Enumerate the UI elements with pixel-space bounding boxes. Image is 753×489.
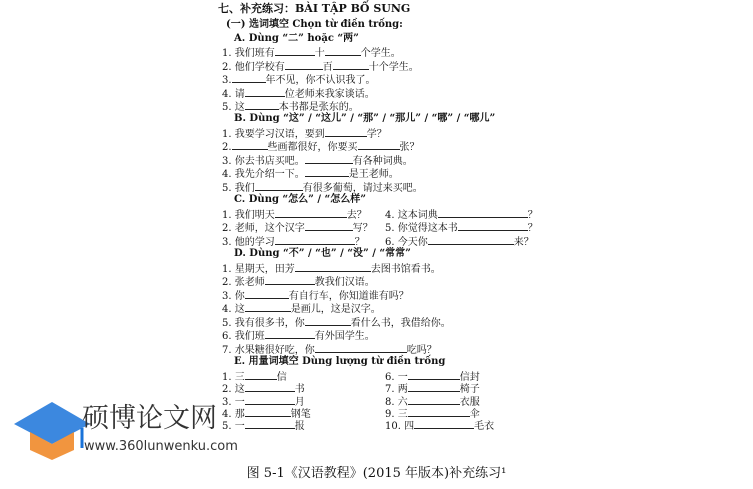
e-item-9: 9. 三 伞 <box>385 409 480 420</box>
heading-e: E. 用量词填空 Dùng lượng từ điền trống <box>234 356 446 367</box>
b-question-3: 3. 你去书店买吧。 有各种词典。 <box>222 156 413 167</box>
d-question-4: 4. 这 是画儿，这是汉字。 <box>222 304 381 315</box>
watermark-url: www.360lunwenku.com <box>84 439 238 454</box>
a-question-4: 4. 请 位老师来我家谈话。 <box>222 89 375 100</box>
section-title: 七、补充练习：BÀI TẬP BỔ SUNG <box>218 2 411 15</box>
d-question-3: 3. 你 有自行车，你知道谁有吗？ <box>222 291 409 302</box>
d-question-1: 1. 星期天，田芳 去图书馆看书。 <box>222 264 441 275</box>
e-item-4: 4. 那 钢笔 <box>222 409 311 420</box>
e-item-7: 7. 两 椅子 <box>385 384 480 395</box>
c-question-5: 5. 你觉得这本书 ？ <box>385 223 538 234</box>
cap-top-shape <box>14 402 90 444</box>
e-item-5: 5. 一 报 <box>222 421 305 432</box>
c-question-4: 4. 这本词典 ？ <box>385 210 538 221</box>
heading-a: A. Dùng “二” hoặc “两” <box>234 33 359 44</box>
e-item-8: 8. 六 衣服 <box>385 397 480 408</box>
d-question-6: 6. 我们班 有外国学生。 <box>222 331 375 342</box>
e-item-6: 6. 一 信封 <box>385 372 480 383</box>
heading-c: C. Dùng “怎么” / “怎么样” <box>234 194 367 205</box>
a-question-2: 2. 他们学校有 百 十个学生。 <box>222 62 419 73</box>
b-question-4: 4. 我先介绍一下。 是王老师。 <box>222 169 399 180</box>
c-question-6: 6. 今天你 来？ <box>385 237 534 248</box>
d-question-7: 7. 水果糖很好吃，你 吃吗？ <box>222 345 437 356</box>
e-item-3: 3. 一 月 <box>222 397 305 408</box>
a-question-5: 5. 这 本书都是张东的。 <box>222 102 359 113</box>
b-question-1: 1. 我要学习汉语，要到 学？ <box>222 129 387 140</box>
figure-caption: 图 5-1《汉语教程》(2015 年版本)补充练习¹ <box>246 466 507 481</box>
e-item-2: 2. 这 书 <box>222 384 305 395</box>
a-question-1: 1. 我们班有 十 个学生。 <box>222 48 401 59</box>
c-question-1: 1. 我们明天 去？ <box>222 210 367 221</box>
e-item-10: 10. 四 毛衣 <box>385 421 495 432</box>
e-item-1: 1. 三 信 <box>222 372 287 383</box>
d-question-5: 5. 我有很多书，你 看什么书，我借给你。 <box>222 318 451 329</box>
b-question-2: 2. 些画都很好，你要买 张？ <box>222 142 420 153</box>
heading-b: B. Dùng “这” / “这儿” / “那” / “那儿” / “哪” / “哪儿” <box>234 113 496 124</box>
heading-d: D. Dùng “不” / “也” / “没” / “常常” <box>234 248 411 259</box>
d-question-2: 2. 张老师 教我们汉语。 <box>222 277 375 288</box>
c-question-3: 3. 他的学习 ？ <box>222 237 365 248</box>
a-question-3: 3. 年不见，你不认识我了。 <box>222 75 376 86</box>
part-heading: (一) 选词填空 Chọn từ điền trống: <box>226 19 403 30</box>
watermark-title: 硕博论文网 <box>82 403 217 434</box>
c-question-2: 2. 老师，这个汉字 写？ <box>222 223 373 234</box>
b-question-5: 5. 我们 有很多葡萄，请过来买吧。 <box>222 183 423 194</box>
